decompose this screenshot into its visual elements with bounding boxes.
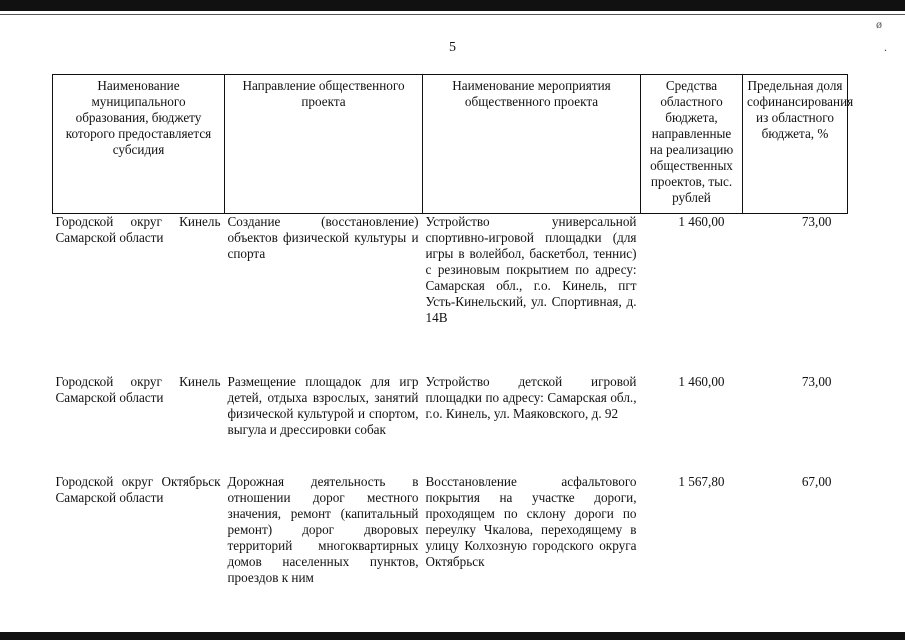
- header-municipality: Наименование муниципального образования, бюджету которого предоставляется субсидия: [53, 75, 225, 214]
- table-header-row: [53, 75, 848, 214]
- cell-event: Устройство детской игровой площадки по адресу: Самарская обл., г.о. Кинель, ул. Маяковского, д. 92: [425, 374, 637, 421]
- cell-funds: 1 460,00: [678, 214, 725, 229]
- cell-funds: 1 460,00: [678, 374, 725, 389]
- table-row: [53, 374, 848, 474]
- cell-direction: Размещение площадок для игр детей, отдыха взрослых, занятий физической культурой и спортом, выгула и дрессировки собак: [227, 374, 419, 437]
- cell-municipality: Городской округ Октябрьск Самарской области: [55, 474, 221, 505]
- scan-mark-top-right: ø: [876, 17, 882, 31]
- cell-direction: Дорожная деятельность в отношении дорог местного значения, ремонт (капитальный ремонт) дорог дворовых территорий многоквартирных домов населенных пунктов, проездов к ним: [227, 474, 419, 585]
- table-row: [53, 214, 848, 375]
- scan-border-top: [0, 0, 905, 11]
- cell-municipality: Городской округ Кинель Самарской области: [55, 374, 221, 405]
- cell-direction: Создание (восстановление) объектов физической культуры и спорта: [227, 214, 419, 261]
- scan-border-top-line: [0, 14, 905, 15]
- subsidy-table: [52, 74, 854, 594]
- cell-funds: 1 567,80: [678, 474, 725, 489]
- scan-border-bottom: [0, 632, 905, 640]
- page-number: 5: [449, 40, 456, 55]
- cell-share: 67,00: [801, 474, 832, 489]
- cell-share: 73,00: [801, 374, 832, 389]
- scan-mark-right: .: [884, 40, 887, 54]
- cell-event: Устройство универсальной спортивно-игровой площадки (для игры в волейбол, баскетбол, теннис) с резиновым покрытием по адресу: Самарская обл., г.о. Кинель, пгт Усть-Кинельский, ул. Спортивная, д. 14В: [425, 214, 637, 325]
- cell-share: 73,00: [801, 214, 832, 229]
- table-row: [53, 474, 848, 594]
- cell-event: Восстановление асфальтового покрытия на участке дороги, проходящем по склону дороги по переулку Чкалова, переходящему в улицу Колхозную городского округа Октябрьск: [425, 474, 637, 569]
- header-event: Наименование мероприятия общественного проекта: [423, 75, 641, 214]
- header-direction: Направление общественного проекта: [225, 75, 423, 214]
- subsidy-table-container: [52, 74, 854, 594]
- header-funds: Средства областного бюджета, направленные на реализацию общественных проектов, тыс. рублей: [641, 75, 743, 214]
- header-share: Предельная доля софинансирования из областного бюджета, %: [743, 75, 848, 214]
- cell-municipality: Городской округ Кинель Самарской области: [55, 214, 221, 245]
